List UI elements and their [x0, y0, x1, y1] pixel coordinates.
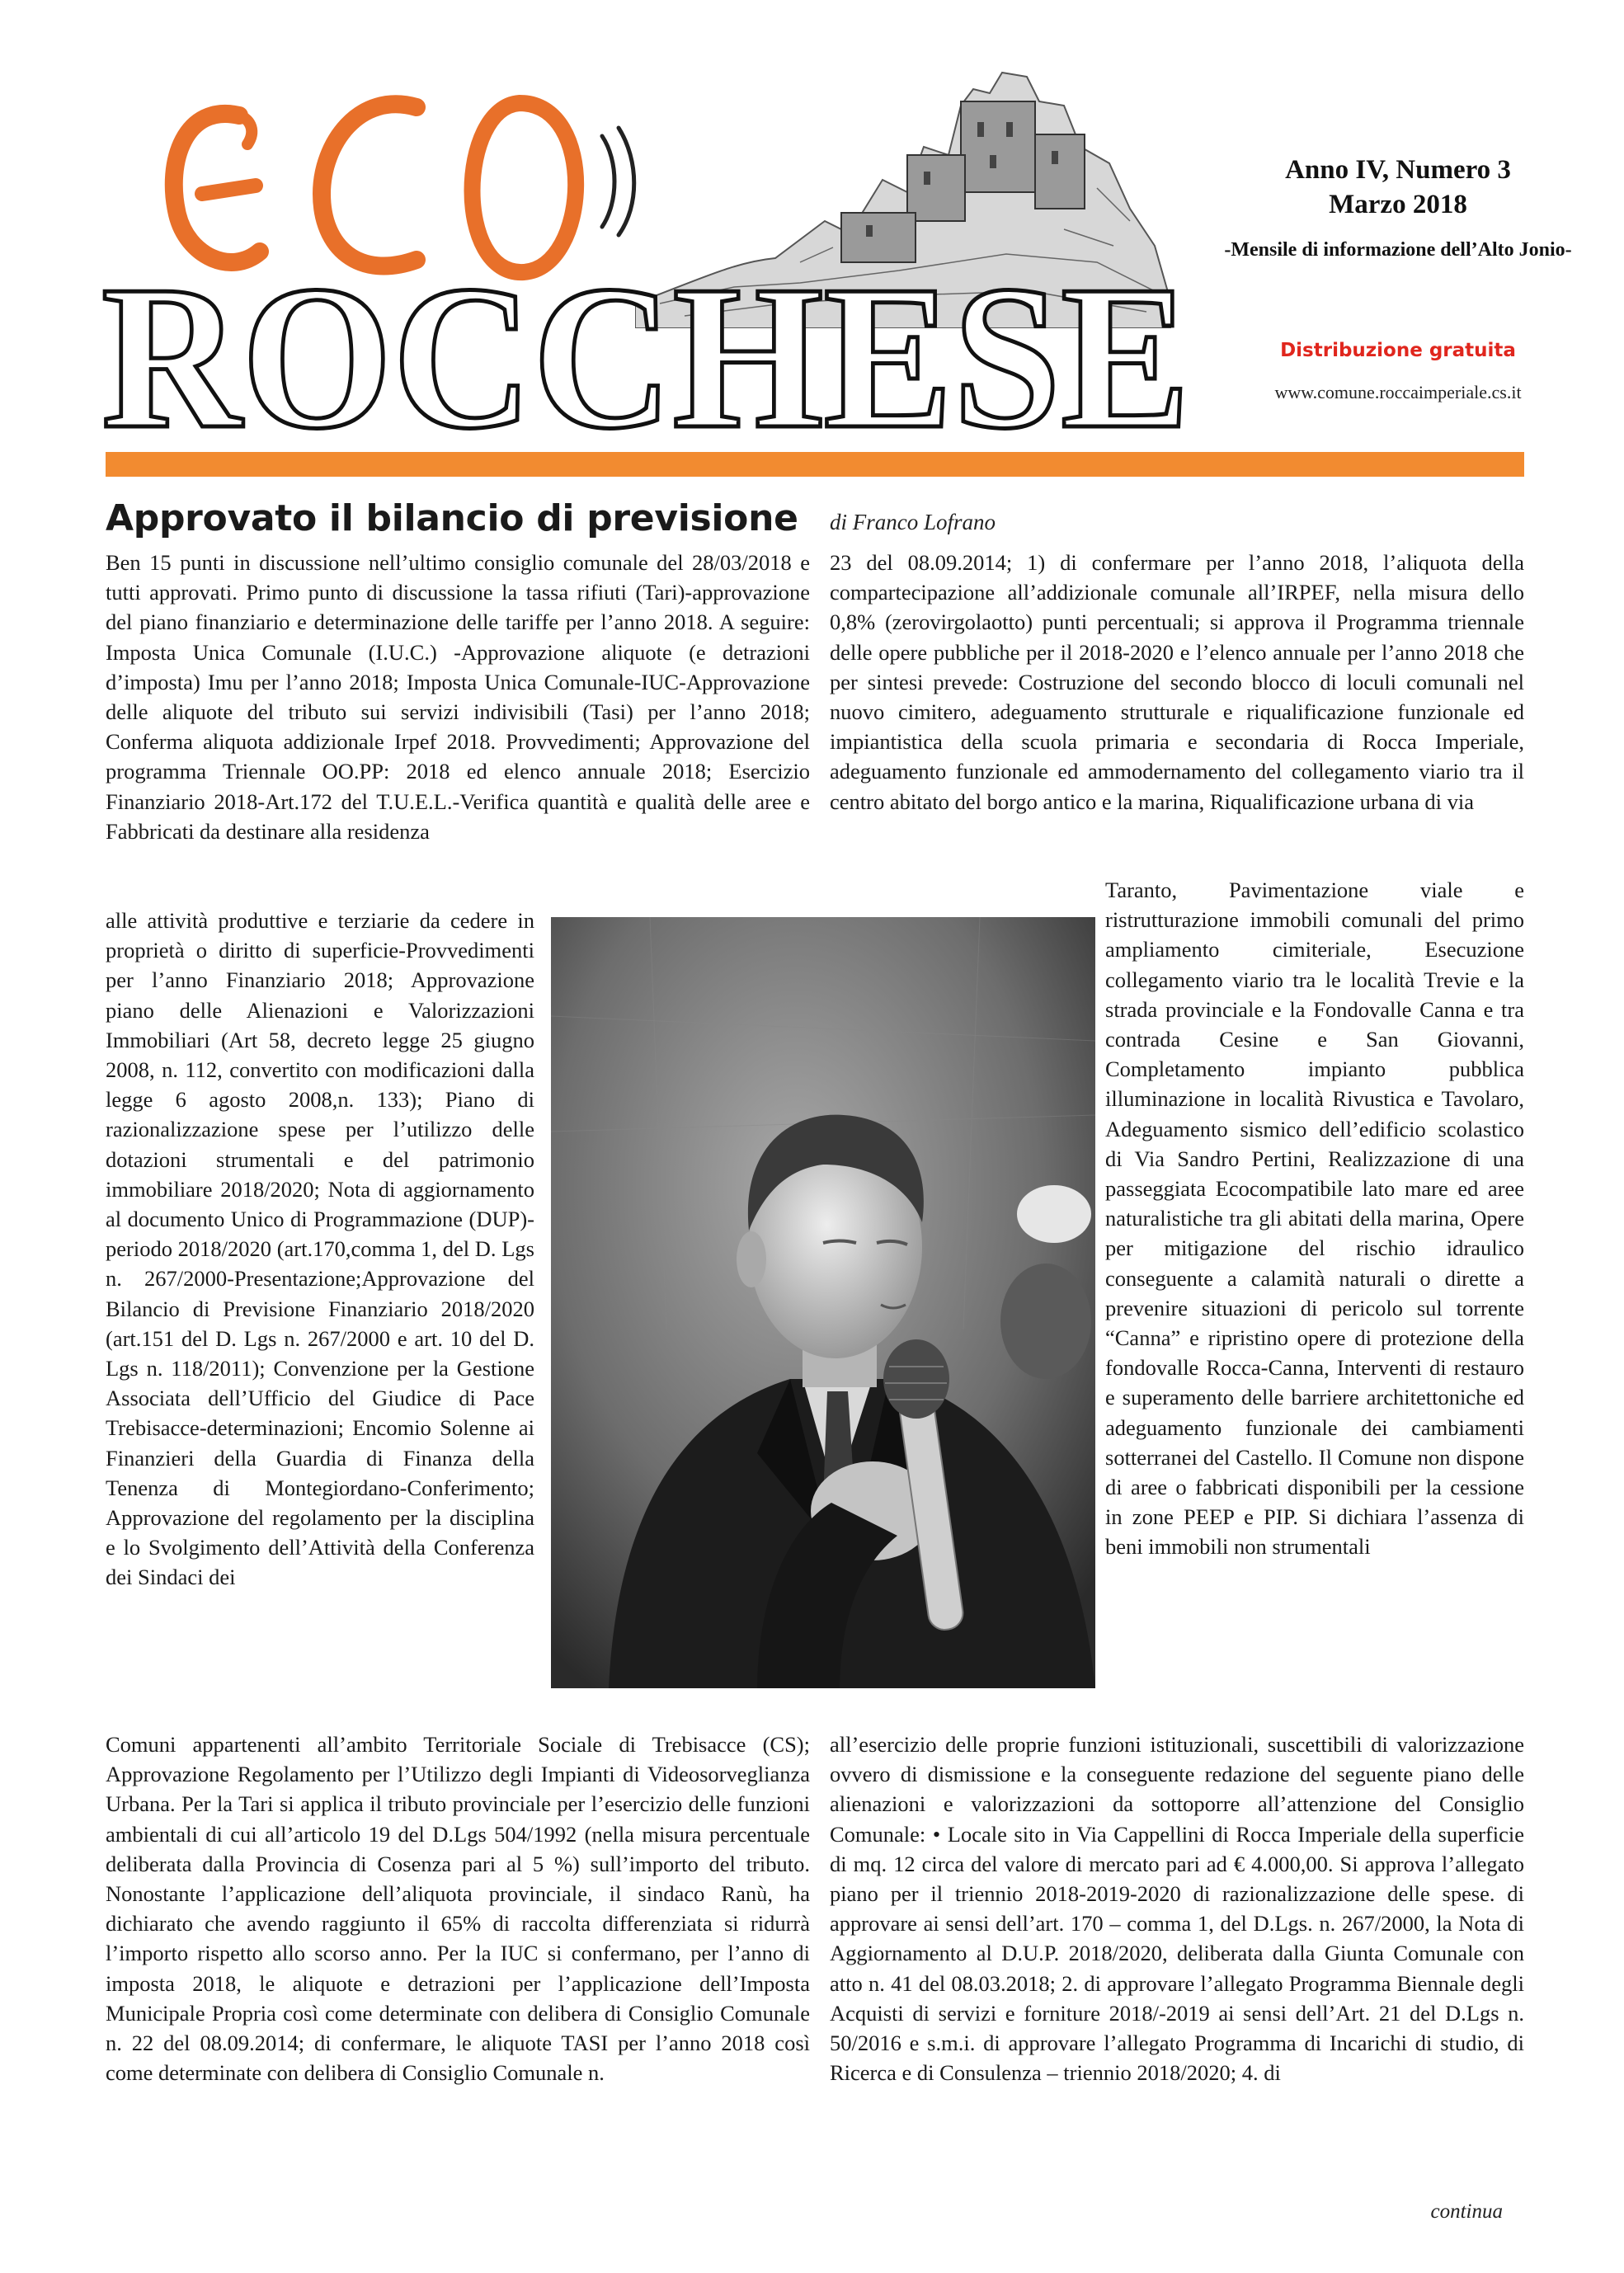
masthead	[0, 0, 1624, 487]
article-body-right-narrow: Taranto, Pavimentazione viale e ristrutturazione immobili comunali del primo ampliamento cimiteriale, Esecuzione collegamento viario tra le località Trevie e la strada provinciale e la Fondovalle Canna e tra contrada Cesine e San Giovanni, Completamento impianto pubblica illuminazione in località Rivustica e Tavolaro, Adeguamento sismico dell’edificio scolastico di Via Sandro Pertini, Realizzazione di una passeggiata Ecocompatibile lato mare ed aree naturalistiche tra gli abitati della marina, Opere per mitigazione del rischio idraulico conseguente a calamità naturali o dirette a prevenire situazioni di pericolo sul torrente “Canna” e ripristino opere di protezione della fondovalle Rocca-Canna, Interventi di restauro e superamento delle barriere architettoniche ed adeguamento funzionale dei cambiamenti sotterranei del Castello. Il Comune non dispone di aree o fabbricati disponibili per la cessione in zone PEEP e PIP. Si dichiara l’assenza di beni immobili non strumentali	[1105, 878, 1524, 1560]
issue-date: Marzo 2018	[1329, 190, 1467, 219]
article-body-right-bottom: all’esercizio delle proprie funzioni istituzionali, suscettibili di valorizzazione ovvero di dismissione e la conseguente redazione del seguente piano delle alienazioni e valorizzazioni da sottoporre all’attenzione del Consiglio Comunale: • Locale sito in Via Cappellini di Rocca Imperiale della superficie di mq. 12 circa del valore di mercato pari ad € 4.000,00. Si approva l’allegato piano per il triennio 2018-2019-2020 di razionalizzazione delle spese. di approvare ai sensi dell’art. 170 – comma 1, del D.Lgs. n. 267/2000, la Nota di Aggiornamento al D.U.P. 2018/2020, deliberata dalla Giunta Comunale con atto n. 41 del 08.03.2018; 2. di approvare l’allegato Programma Biennale degli Acquisti di servizi e forniture 2018/-2019 ai sensi dell’Art. 21 del D.Lgs n. 50/2016 e s.m.i. di approvare l’allegato Programma di Incarichi di studio, di Ricerca e di Consulenza – triennio 2018/2020; 4. di	[830, 1732, 1524, 2086]
masthead-tagline: -Mensile di informazione dell’Alto Jonio-	[1224, 239, 1572, 261]
article-body-left-narrow: alle attività produttive e terziarie da cedere in proprietà o diritto di superficie-Provvedimenti per l’anno Finanziario 2018; Approvazione piano delle Alienazioni e Valorizzazioni Immobiliari (Art 58, decreto legge 25 giugno 2008, n. 112, convertito con modificazioni dalla legge 6 agosto 2008,n. 133); Piano di razionalizzazione spese per l’utilizzo delle dotazioni strumentali e del patrimonio immobiliare 2018/2020; Nota di aggiornamento al documento Unico di Programmazione (DUP)-periodo 2018/2020 (art.170,comma 1, del D. Lgs n. 267/2000-Presentazione;Approvazione del Bilancio di Previsione Finanziario 2018/2020 (art.151 del D. Lgs n. 267/2000 e art. 10 del D. Lgs n. 118/2011); Convenzione per la Gestione Associata dell’Ufficio del Giudice di Pace Trebisacce-determinazioni; Encomio Solenne ai Finanzieri della Guardia di Finanza della Tenenza di Montegiordano-Conferimento; Approvazione del regolamento per la disciplina e lo Svolgimento dell’Attività della Conferenza dei Sindaci dei	[106, 908, 534, 1590]
website-link[interactable]: www.comune.roccaimperiale.cs.it	[1274, 382, 1522, 402]
masthead-divider	[106, 452, 1524, 477]
speaker-photo	[551, 917, 1095, 1688]
article-body-left-bottom: Comuni appartenenti all’ambito Territoriale Sociale di Trebisacce (CS); Approvazione Regolamento per l’Utilizzo degli Impianti di Videosorveglianza Urbana. Per la Tari si applica il tributo provinciale per l’esercizio delle funzioni ambientali di cui all’articolo 19 del D.Lgs 504/1992 (nella misura percentuale deliberata dalla Provincia di Cosenza pari al 5 %) sull’importo del tributo. Nonostante l’applicazione dell’aliquota provinciale, il sindaco Ranù, ha dichiarato che avendo raggiunto il 65% di raccolta differenziata si ridurrà l’importo rispetto allo scorso anno. Per la IUC si confermano, per l’anno di imposta 2018, le aliquote e detrazioni per l’applicazione dell’Imposta Municipale Propria così come determinate con delibera di Consiglio Comunale n. 22 del 08.09.2014; di confermare, le aliquote TASI per l’anno 2018 così come determinate con delibera di Consiglio Comunale n.	[106, 1732, 810, 2086]
rocchese-logo-text: ROCCHESE	[101, 252, 1190, 449]
distribution-note: Distribuzione gratuita	[1280, 340, 1516, 361]
article-headline: Approvato il bilancio di previsione	[106, 497, 798, 539]
article-byline: di Franco Lofrano	[830, 510, 996, 534]
continua-note: continua	[1430, 2200, 1503, 2223]
article-body-right-top: 23 del 08.09.2014; 1) di confermare per l’anno 2018, l’aliquota della compartecipazione all’addizionale comunale all’IRPEF, nella misura dello 0,8% (zerovirgolaotto) punti percentuali; si approva il Programma triennale delle opere pubbliche per il 2018-2020 e l’elenco annuale per l’anno 2018 che per sintesi prevede: Costruzione del secondo blocco di loculi comunali nel nuovo cimitero, adeguamento strutturale e riqualificazione funzionale ed impiantistica della scuola primaria e secondaria di Rocca Imperiale, adeguamento funzionale ed ammodernamento del collegamento viario tra il centro abitato del borgo antico e la marina, Riqualificazione urbana di via	[830, 550, 1524, 814]
article-body-left-top: Ben 15 punti in discussione nell’ultimo consiglio comunale del 28/03/2018 e tutti approvati. Primo punto di discussione la tassa rifiuti (Tari)-approvazione del piano finanziario e determinazione delle tariffe per l’anno 2018. A seguire: Imposta Unica Comunale (I.U.C.) -Approvazione aliquote (e detrazioni d’imposta) Imu per l’anno 2018; Imposta Unica Comunale-IUC-Approvazione delle aliquote del tributo sui servizi indivisibili (Tasi) per l’anno 2018; Conferma aliquota addizionale Irpef 2018. Provvedimenti; Approvazione del programma Triennale OO.PP: 2018 ed elenco annuale 2018; Esercizio Finanziario 2018-Art.172 del T.U.E.L.-Verifica quantità e qualità delle aree e Fabbricati da destinare alla residenza	[106, 550, 810, 844]
rocchese-logo	[97, 252, 1194, 449]
issue-number: Anno IV, Numero 3	[1285, 155, 1511, 185]
